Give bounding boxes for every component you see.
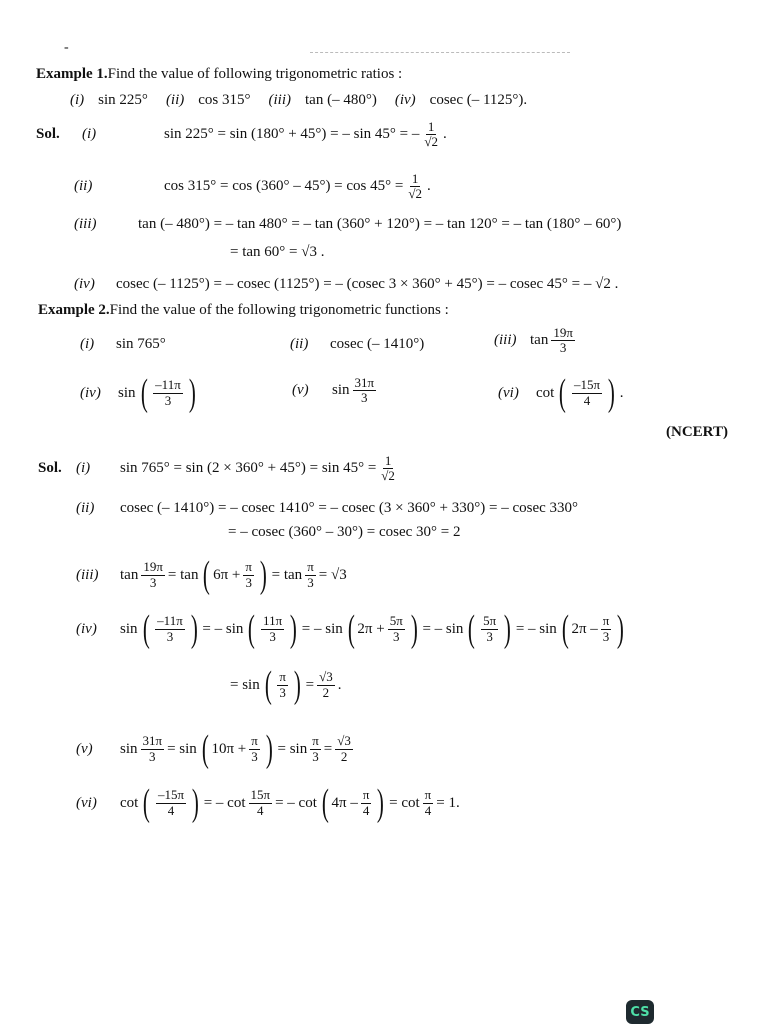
item-number: (iv) — [76, 620, 97, 637]
equation-text: sin 225° = sin (180° + 45°) = – sin 45° = – — [164, 126, 420, 143]
fraction: $\frac{5\pi}{3}$ — [389, 613, 403, 644]
item-number: (iv) — [80, 384, 101, 401]
fraction: $\frac{\pi}{3}$ — [279, 669, 286, 700]
item-expr: cosec (– 1125°). — [429, 92, 528, 108]
item-number: (iii) — [74, 216, 97, 232]
fraction: $\frac{\pi}{3}$ — [245, 559, 252, 590]
camscanner-logo-icon: CS — [626, 1000, 654, 1024]
fraction: $\frac{\pi}{4}$ — [424, 787, 432, 818]
solution-2-iv: (iv) sin ( $\frac{-11\pi}{3}$ ) = – sin ( $\frac{11\pi}{3}$ ) = – sin ( 2π + $\frac{5\pi}{3}$ ) = – sin ( $\frac{5\pi}{3}$ ) = – sin ( 2π – $\frac{\pi}{3}$ ) — [76, 608, 625, 650]
fraction: $\frac{\pi}{3}$ — [251, 733, 258, 764]
function-name: tan — [530, 332, 549, 349]
item-number: (i) — [80, 336, 95, 352]
fraction: $\frac{31\pi}{3}$ — [142, 733, 163, 764]
fraction: $\frac{11\pi}{3}$ — [263, 613, 283, 644]
top-rule — [310, 52, 570, 53]
solution-2-i — [38, 454, 400, 484]
item-number: (i) — [82, 126, 97, 143]
solution-2-ii-cont — [228, 524, 461, 541]
equation-text: cos 315° = cos (360° – 45°) = cos 45° = — [164, 178, 404, 195]
function-name: sin — [118, 384, 136, 401]
item-number: (iii) — [494, 332, 517, 349]
equation-text: cosec (– 1410°) = – cosec 1410° = – cosec (3 × 360° + 330°) = – cosec 330° — [120, 500, 579, 516]
item-number: (ii) — [165, 92, 185, 108]
equation-text: = tan 60° = √3 . — [230, 244, 325, 260]
fraction: $\frac{-11\pi}{3}$ — [157, 613, 183, 644]
fraction: $\frac{\pi}{3}$ — [312, 733, 319, 764]
example-1-label: Example 1. — [36, 66, 108, 82]
solution-2-vi: (vi) cot ( $\frac{-15\pi}{4}$ ) = – cot $\frac{15\pi}{4}$ = – cot ( 4π – $\frac{\pi}{4}$ ) = cot $\frac{\pi}{4}$ = 1. — [76, 782, 460, 824]
example-2-item-vi: (vi) cot ( $\frac{-15\pi}{4}$ ) . — [498, 372, 624, 414]
example-1-text: Find the value of following trigonometric ratios : — [107, 66, 403, 82]
equation-text: sin 765° = sin (2 × 360° + 45°) = sin 45° = — [120, 460, 377, 477]
fraction: $\frac{\pi}{4}$ — [362, 787, 370, 818]
solution-1-i — [36, 120, 447, 150]
solution-2-iii: (iii) tan $\frac{19\pi}{3}$ = tan ( 6π + $\frac{\pi}{3}$ ) = tan $\frac{\pi}{3}$ = √3 — [76, 554, 347, 596]
fraction: $\frac{-15\pi}{4}$ — [573, 377, 601, 408]
solution-2-ii — [76, 500, 578, 517]
item-number: (iii) — [268, 92, 292, 108]
example-2-heading — [38, 302, 449, 319]
example-2-item-ii — [290, 336, 424, 353]
period: . — [619, 384, 624, 401]
item-number: (iv) — [74, 276, 95, 292]
solution-2-iv-cont: = sin ( $\frac{\pi}{3}$ ) = $\frac{√3}{2}$ . — [230, 664, 342, 706]
solution-1-iii — [74, 216, 621, 233]
fraction: $\frac{\pi}{3}$ — [307, 559, 314, 590]
fraction: $\frac{\pi}{3}$ — [602, 613, 610, 644]
item-expr: cosec (– 1410°) — [330, 336, 425, 352]
item-number: (v) — [76, 740, 93, 757]
example-2-item-iii — [494, 326, 578, 356]
item-expr: tan (– 480°) — [305, 92, 377, 108]
fraction: $\frac{19\pi}{3}$ — [553, 325, 573, 356]
example-2-item-i — [80, 336, 166, 353]
source-tag: (NCERT) — [666, 424, 728, 440]
item-expr: sin 765° — [116, 336, 166, 352]
fraction: $\frac{-15\pi}{4}$ — [157, 787, 185, 818]
solution-1-ii — [74, 172, 431, 202]
example-1-heading — [36, 66, 402, 83]
item-number: (i) — [76, 460, 91, 477]
sol-label: Sol. — [38, 460, 62, 477]
period: . — [442, 126, 447, 143]
item-number: (ii) — [76, 500, 95, 516]
solution-1-iii-cont — [230, 244, 324, 261]
equation-text: = – cosec (360° – 30°) = cosec 30° = 2 — [228, 524, 461, 540]
equation-text: tan (– 480°) = – tan 480° = – tan (360° + 120°) = – tan 120° = – tan (180° – 60°) — [138, 216, 622, 232]
item-number: (vi) — [76, 794, 97, 811]
function-name: cot — [536, 384, 555, 401]
function-name: sin — [332, 382, 350, 399]
item-expr: cos 315° — [198, 92, 251, 108]
item-number: (v) — [292, 382, 309, 399]
fraction: $\frac{1}{√2}$ — [381, 453, 395, 484]
equation-text: cosec (– 1125°) = – cosec (1125°) = – (cosec 3 × 360° + 45°) = – cosec 45° = – √2 . — [116, 276, 619, 292]
solution-2-v: (v) sin $\frac{31\pi}{3}$ = sin ( 10π + $\frac{\pi}{3}$ ) = sin $\frac{\pi}{3}$ = $\frac{√3}{2}$ — [76, 728, 351, 770]
item-number: (iii) — [76, 566, 99, 583]
item-number: (ii) — [74, 178, 93, 195]
fraction: $\frac{1}{√2}$ — [424, 119, 438, 150]
fraction: $\frac{5\pi}{3}$ — [483, 613, 497, 644]
fraction: $\frac{1}{√2}$ — [408, 171, 422, 202]
example-2-item-iv: (iv) sin ( $\frac{-11\pi}{3}$ ) — [80, 372, 196, 414]
fraction: $\frac{√3}{2}$ — [319, 669, 333, 700]
item-number: (iv) — [394, 92, 416, 108]
example-2-label: Example 2. — [38, 302, 110, 318]
period: . — [427, 178, 431, 195]
item-expr: sin 225° — [98, 92, 148, 108]
fraction: $\frac{-11\pi}{3}$ — [155, 377, 181, 408]
example-2-item-v — [292, 376, 379, 406]
example-1-items — [70, 92, 527, 109]
sol-label: Sol. — [36, 126, 60, 143]
example-2-text: Find the value of the following trigonometric functions : — [109, 302, 449, 318]
item-number: (vi) — [498, 384, 519, 401]
fraction: $\frac{19\pi}{3}$ — [143, 559, 163, 590]
stray-mark: - — [64, 40, 69, 55]
solution-1-iv — [74, 276, 618, 293]
item-number: (i) — [70, 92, 85, 108]
item-number: (ii) — [290, 336, 309, 352]
fraction: $\frac{31\pi}{3}$ — [354, 375, 375, 406]
fraction: $\frac{√3}{2}$ — [337, 733, 351, 764]
fraction: $\frac{15\pi}{4}$ — [250, 787, 271, 818]
